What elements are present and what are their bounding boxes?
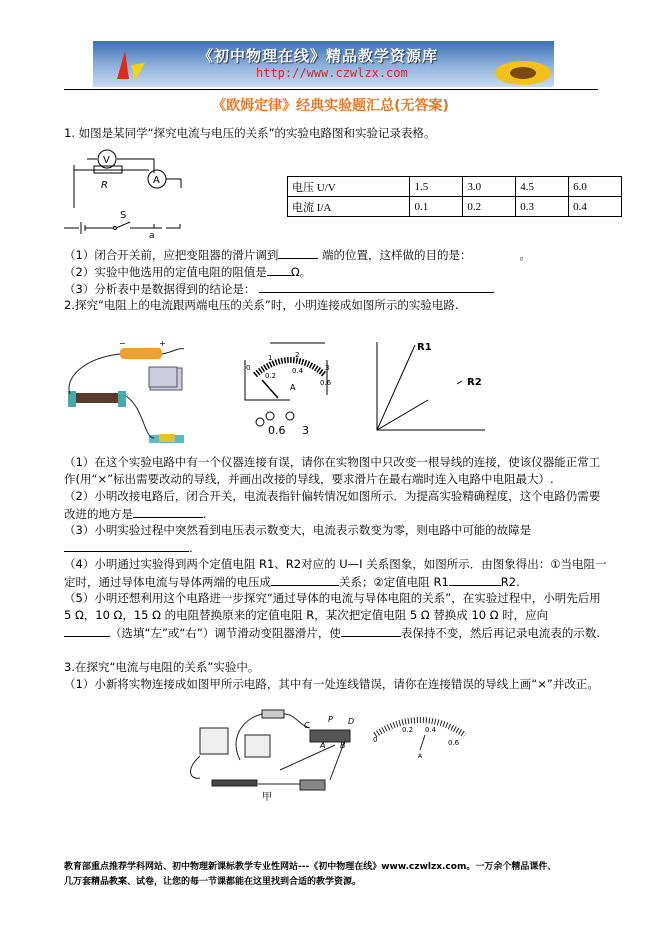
ammeter-label: A <box>153 175 160 186</box>
terminal-label: C <box>304 721 310 730</box>
footer-line: 教育部重点推荐学科网站、初中物理新课标教学专业性网站---《初中物理在线》www.czwlzx.com。一万余个精品课件、 <box>64 862 557 872</box>
dial-tick-label: 0.6 <box>320 379 332 387</box>
table-cell: 0.4 <box>569 197 622 217</box>
table-cell: 4.5 <box>516 177 569 197</box>
q2-physical-circuit-photo <box>64 338 184 450</box>
text: 。 <box>519 248 531 262</box>
text: . <box>189 541 193 555</box>
text: R2. <box>500 575 520 589</box>
dial-tick-label: 0.6 <box>448 739 460 747</box>
answer-blank[interactable] <box>449 573 501 586</box>
q1-circuit-diagram <box>64 148 189 238</box>
dial-tick-label: 0.2 <box>402 726 414 734</box>
table-row <box>288 177 622 197</box>
answer-blank[interactable] <box>267 263 291 276</box>
table-cell: 0.3 <box>516 197 569 217</box>
terminal-label: A <box>320 741 326 750</box>
footer-line: 几万套精品教案、试卷，让您的每一节课都能在这里找到合适的教学资源。 <box>64 877 362 887</box>
figure-caption: 甲 <box>262 792 272 803</box>
terminal-label: 3 <box>302 424 309 437</box>
site-logo-icon <box>115 49 149 83</box>
text: （4）小明通过实验得到两个定值电阻 R1、R2对应的 U—I 关系图象，如图所示．由图象得出：①当电阻一定时，通过导体电流与导体两端的电压成 <box>64 557 607 589</box>
table-cell: 1.5 <box>410 177 463 197</box>
text: Ω。 <box>290 265 312 279</box>
header-divider <box>64 89 598 90</box>
text: （3）小明实验过程中突然看到电压表示数变大，电流表示数变为零，则电路中可能的故障是 <box>64 523 532 537</box>
dial-tick-label: 1 <box>268 354 273 362</box>
r1-label: R1 <box>417 342 432 353</box>
voltmeter-label: V <box>103 155 110 166</box>
answer-blank[interactable] <box>259 280 494 293</box>
terminal-label: B <box>340 741 346 750</box>
answer-blank[interactable] <box>278 246 318 259</box>
q1-data-table <box>287 176 622 217</box>
resistor-label: R <box>101 180 108 191</box>
q3-figure <box>180 700 480 805</box>
q1-part3 <box>64 280 609 298</box>
switch-label: S <box>120 210 127 221</box>
document-title: 《欧姆定律》经典实验题汇总(无答案) <box>212 98 449 114</box>
terminal-label: 0.6 <box>268 424 286 437</box>
q2-part4 <box>64 556 609 591</box>
dial-tick-label: 0.4 <box>292 367 304 375</box>
q2-part3 <box>64 522 609 557</box>
table-cell: 0.2 <box>463 197 516 217</box>
dial-tick-label: 0.2 <box>265 372 277 380</box>
terminal-label: D <box>348 717 355 726</box>
text: 关系；②定值电阻 R1 <box>339 575 449 589</box>
text: （3）分析表中是数据得到的结论是： <box>64 282 256 296</box>
answer-blank[interactable] <box>133 505 203 518</box>
q2-part1: （1）在这个实验电路中有一个仪器连接有误，请你在实物图中只改变一根导线的连接，使该仪器能正常工作(用“×”标出需要改动的导线，并画出改接的导线，要求滑片在最右端时连入电路中电阻最大）. <box>64 455 601 486</box>
table-cell: 6.0 <box>569 177 622 197</box>
q2-intro: 2.探究“电阻上的电流跟两端电压的关系”时，小明连接成如图所示的实验电路. <box>64 298 459 312</box>
dial-tick-label: 0.4 <box>425 726 437 734</box>
text: （1）闭合开关前，应把变阻器的滑片调到 <box>64 248 279 262</box>
text: . <box>203 507 207 521</box>
r2-label: R2 <box>467 377 482 388</box>
q2-meter-photo <box>148 366 178 390</box>
rheostat-end-label: a <box>149 231 155 238</box>
answer-blank[interactable] <box>64 624 110 637</box>
q2-part5 <box>64 590 609 642</box>
q2-part2 <box>64 488 609 523</box>
dial-unit-label: A <box>418 753 423 760</box>
dial-tick-label: 0 <box>246 364 251 372</box>
svg-text:−: − <box>119 339 126 348</box>
sunflower-icon <box>493 51 553 87</box>
answer-blank[interactable] <box>64 539 189 552</box>
q3-intro: 3.在探究“电流与电阻的关系”实验中。 <box>64 660 260 674</box>
table-cell: 电压 U/V <box>288 177 410 197</box>
banner-url: http://www.czwlzx.com <box>256 66 408 80</box>
text: （选填“左”或“右”）调节滑动变阻器滑片，使 <box>110 626 341 640</box>
page-footer <box>64 860 624 890</box>
dial-unit-label: A <box>290 383 296 392</box>
q2-ammeter-dial <box>240 340 340 445</box>
r2-line <box>377 400 428 430</box>
q3-part1: （1）小新将实物连接成如图甲所示电路，其中有一处连线错误，请你在连接错误的导线上画“×”并改正。 <box>64 677 599 691</box>
answer-blank[interactable] <box>271 573 339 586</box>
banner-title: 《初中物理在线》精品教学资源库 <box>198 47 439 65</box>
text: 表保持不变，然后再记录电流表的示数. <box>400 626 600 640</box>
answer-blank[interactable] <box>341 624 401 637</box>
text: （2）实验中他选用的定值电阻的阻值是 <box>64 265 267 279</box>
table-cell: 3.0 <box>463 177 516 197</box>
dial-tick-label: 2 <box>295 351 300 359</box>
r1-line <box>377 345 415 430</box>
q1-part2 <box>64 263 609 281</box>
terminal-label: P <box>328 715 333 724</box>
site-banner <box>93 41 554 87</box>
q2-ui-graph <box>370 340 500 440</box>
text: 端的位置，这样做的目的是： <box>321 248 472 262</box>
text: （2）小明改接电路后，闭合开关，电流表指针偏转情况如图所示．为提高实验精确程度，这个电路仍需要改进的地方是 <box>64 489 601 521</box>
dial-tick-label: 3 <box>325 364 330 372</box>
q1-intro: 1. 如图是某同学“探究电流与电压的关系”的实验电路图和实验记录表格。 <box>64 126 436 140</box>
table-cell: 电流 I/A <box>288 197 410 217</box>
text: （5）小明还想利用这个电路进一步探究“通过导体的电流与导体电阻的关系”，在实验过程中，小明先后用 5 Ω，10 Ω，15 Ω 的电阻替换原来的定值电阻 R，某次把定值电阻 5 Ω 替换成 10 Ω 时，应向 <box>64 591 601 622</box>
table-cell: 0.1 <box>410 197 463 217</box>
svg-text:+: + <box>159 339 166 348</box>
q1-part1 <box>64 246 609 264</box>
dial-tick-label: 0 <box>373 736 378 744</box>
table-row <box>288 197 622 217</box>
